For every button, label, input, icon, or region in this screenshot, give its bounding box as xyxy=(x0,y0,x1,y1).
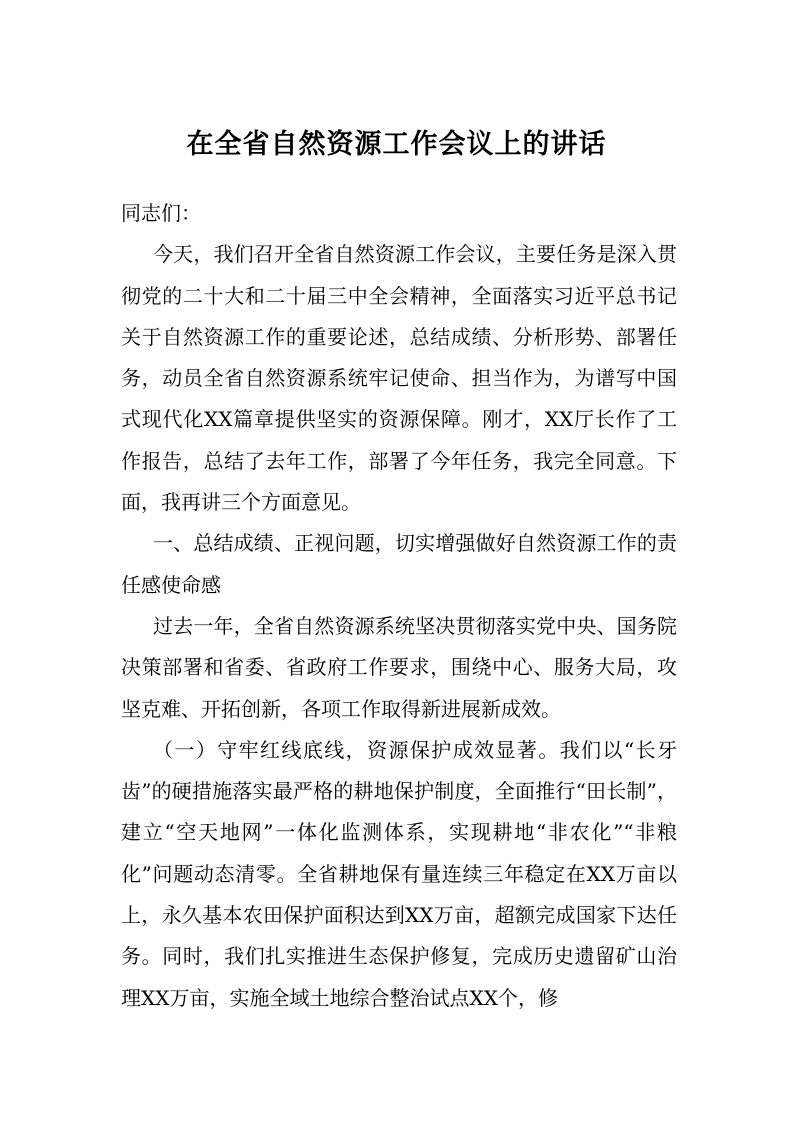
section-heading-1: 一、总结成绩、正视问题，切实增强做好自然资源工作的责任感使命感 xyxy=(121,531,677,597)
document-title: 在全省自然资源工作会议上的讲话 xyxy=(186,129,607,160)
document-body xyxy=(121,193,677,1019)
salutation: 同志们： xyxy=(121,201,201,225)
paragraph-intro: 今天，我们召开全省自然资源工作会议，主要任务是深入贯彻党的二十大和二十届三中全会精神，全面落实习近平总书记关于自然资源工作的重要论述，总结成绩、分析形势、部署任务，动员全省自然资源系统牢记使命、担当作为，为谱写中国式现代化XX篇章提供坚实的资源保障。刚才，XX厅长作了工作报告，总结了去年工作，部署了今年任务，我完全同意。下面，我再讲三个方面意见。 xyxy=(121,242,677,515)
paragraph-summary: 过去一年，全省自然资源系统坚决贯彻落实党中央、国务院决策部署和省委、省政府工作要求，围绕中心、服务大局，攻坚克难、开拓创新，各项工作取得新进展新成效。 xyxy=(121,613,677,721)
paragraph-subsection-1: （一）守牢红线底线，资源保护成效显著。我们以“长牙齿”的硬措施落实最严格的耕地保护制度，全面推行“田长制”，建立“空天地网”一体化监测体系，实现耕地“非农化”“非粮化”问题动态清零。全省耕地保有量连续三年稳定在XX万亩以上，永久基本农田保护面积达到XX万亩，超额完成国家下达任务。同时，我们扎实推进生态保护修复，完成历史遗留矿山治理XX万亩，实施全域土地综合整治试点XX个，修 xyxy=(121,737,677,1010)
